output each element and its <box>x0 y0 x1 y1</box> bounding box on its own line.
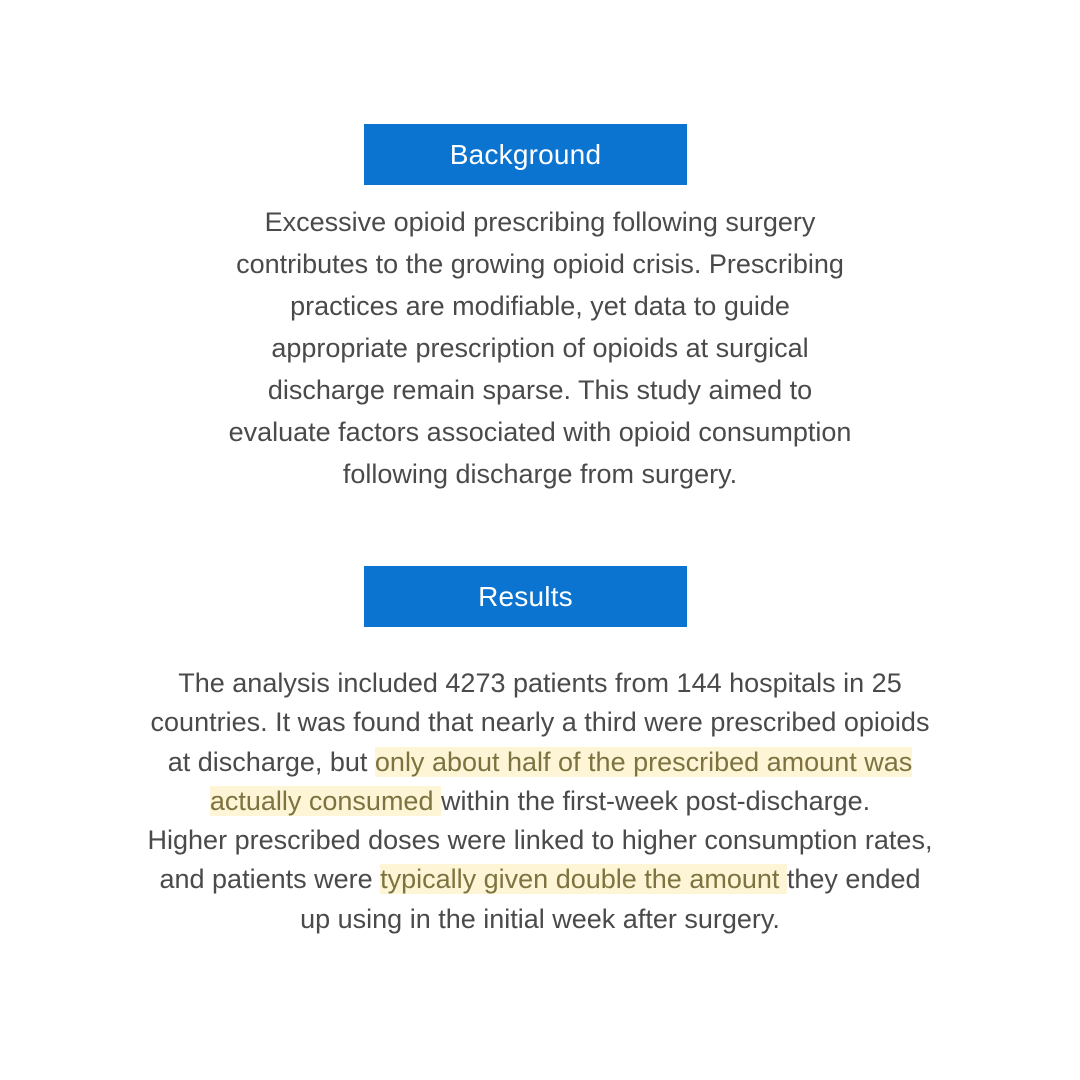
background-line: Excessive opioid prescribing following surgery <box>264 207 816 237</box>
results-text: they ended <box>786 864 921 895</box>
results-paragraph <box>60 664 1020 939</box>
results-line <box>60 860 1020 899</box>
results-line: The analysis included 4273 patients from 144 hospitals in 25 <box>178 668 902 698</box>
background-paragraph <box>120 201 960 495</box>
results-line: countries. It was found that nearly a third were prescribed opioids <box>150 707 930 738</box>
results-line: up using in the initial week after surgery. <box>300 903 780 934</box>
background-line: discharge remain sparse. This study aimed to <box>267 375 813 405</box>
results-line <box>60 743 1020 782</box>
background-line: following discharge from surgery. <box>342 459 738 489</box>
results-line <box>60 782 1020 821</box>
results-line: Higher prescribed doses were linked to higher consumption rates, <box>147 825 933 856</box>
highlighted-text: typically given double the amount <box>380 864 787 895</box>
background-line: appropriate prescription of opioids at surgical <box>271 333 809 363</box>
results-text: within the first-week post-discharge. <box>440 785 871 816</box>
results-text: at discharge, but <box>167 746 375 777</box>
highlighted-text: actually consumed <box>209 785 441 816</box>
background-heading: Background <box>364 124 687 185</box>
highlighted-text: only about half of the prescribed amount was <box>374 746 913 777</box>
background-line: contributes to the growing opioid crisis. Prescribing <box>236 249 844 279</box>
results-heading: Results <box>364 566 687 627</box>
background-line: evaluate factors associated with opioid consumption <box>228 417 852 447</box>
background-line: practices are modifiable, yet data to guide <box>290 291 790 321</box>
results-text: and patients were <box>159 864 381 895</box>
